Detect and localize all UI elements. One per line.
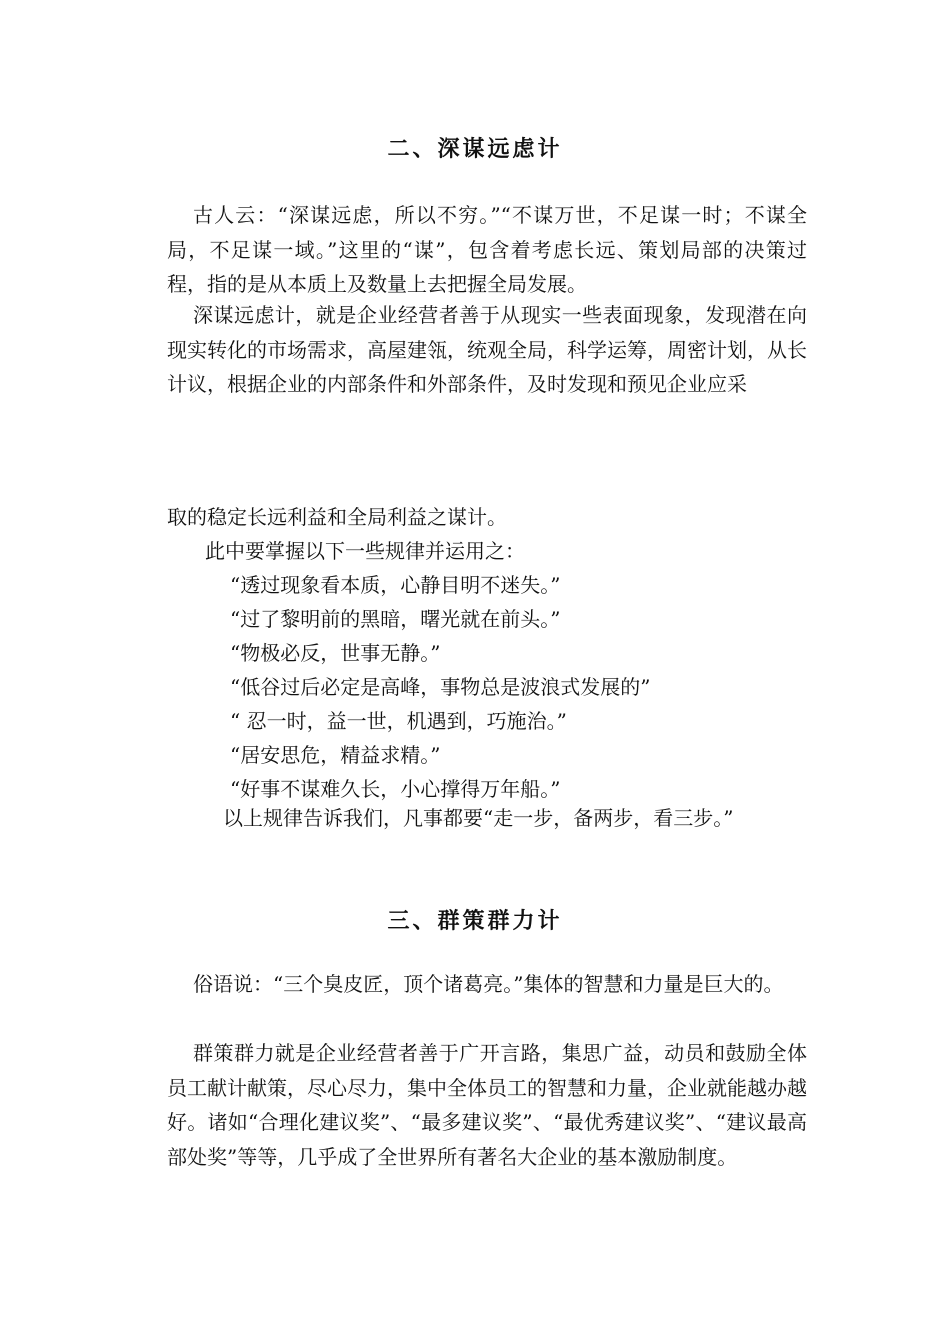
section-3-paragraph-2: 群策群力就是企业经营者善于广开言路，集思广益，动员和鼓励全体员工献计献策，尽心尽力，集中全体员工的智慧和力量，企业就能越办越好。诸如“合理化建议奖”、“最多建议奖”、“最优秀建议奖”、“建议最高部处奖”等等，几乎成了全世界所有著名大企业的基本激励制度。 xyxy=(167,1041,807,1169)
section-2-paragraph-2: 深谋远虑计，就是企业经营者善于从现实一些表面现象，发现潜在向现实转化的市场需求，高屋建瓴，统观全局，科学运筹，周密计划，从长计议，根据企业的内部条件和外部条件，及时发现和预见企业应采 xyxy=(167,303,807,396)
rule-item: “低谷过后必定是高峰，事物总是波浪式发展的” xyxy=(230,675,651,699)
section-2-conclusion: 以上规律告诉我们，凡事都要“走一步，备两步，看三步。” xyxy=(223,806,734,830)
section-3-heading: 三、群策群力计 xyxy=(387,908,563,934)
rule-item: “物极必反，世事无静。” xyxy=(230,641,441,665)
rule-item: “好事不谋难久长，小心撑得万年船。” xyxy=(230,777,561,801)
rule-item: “居安思危，精益求精。” xyxy=(230,743,441,767)
rule-item: “ 忍一时，益一世，机遇到，巧施治。” xyxy=(230,709,567,733)
section-2-heading: 二、深谋远虑计 xyxy=(387,136,563,162)
section-2-paragraph-2-continued: 取的稳定长远利益和全局利益之谋计。 xyxy=(167,505,507,529)
rules-intro: 此中要掌握以下一些规律并运用之： xyxy=(205,539,525,563)
rule-item: “过了黎明前的黑暗，曙光就在前头。” xyxy=(230,607,561,631)
section-2-paragraph-1: 古人云：“深谋远虑，所以不穷。”“不谋万世，不足谋一时；不谋全局，不足谋一域。”这里的“谋”，包含着考虑长远、策划局部的决策过程，指的是从本质上及数量上去把握全局发展。 xyxy=(167,203,807,296)
section-3-paragraph-1: 俗语说：“三个臭皮匠，顶个诸葛亮。”集体的智慧和力量是巨大的。 xyxy=(193,972,784,996)
rule-item: “透过现象看本质，心静目明不迷失。” xyxy=(230,573,561,597)
